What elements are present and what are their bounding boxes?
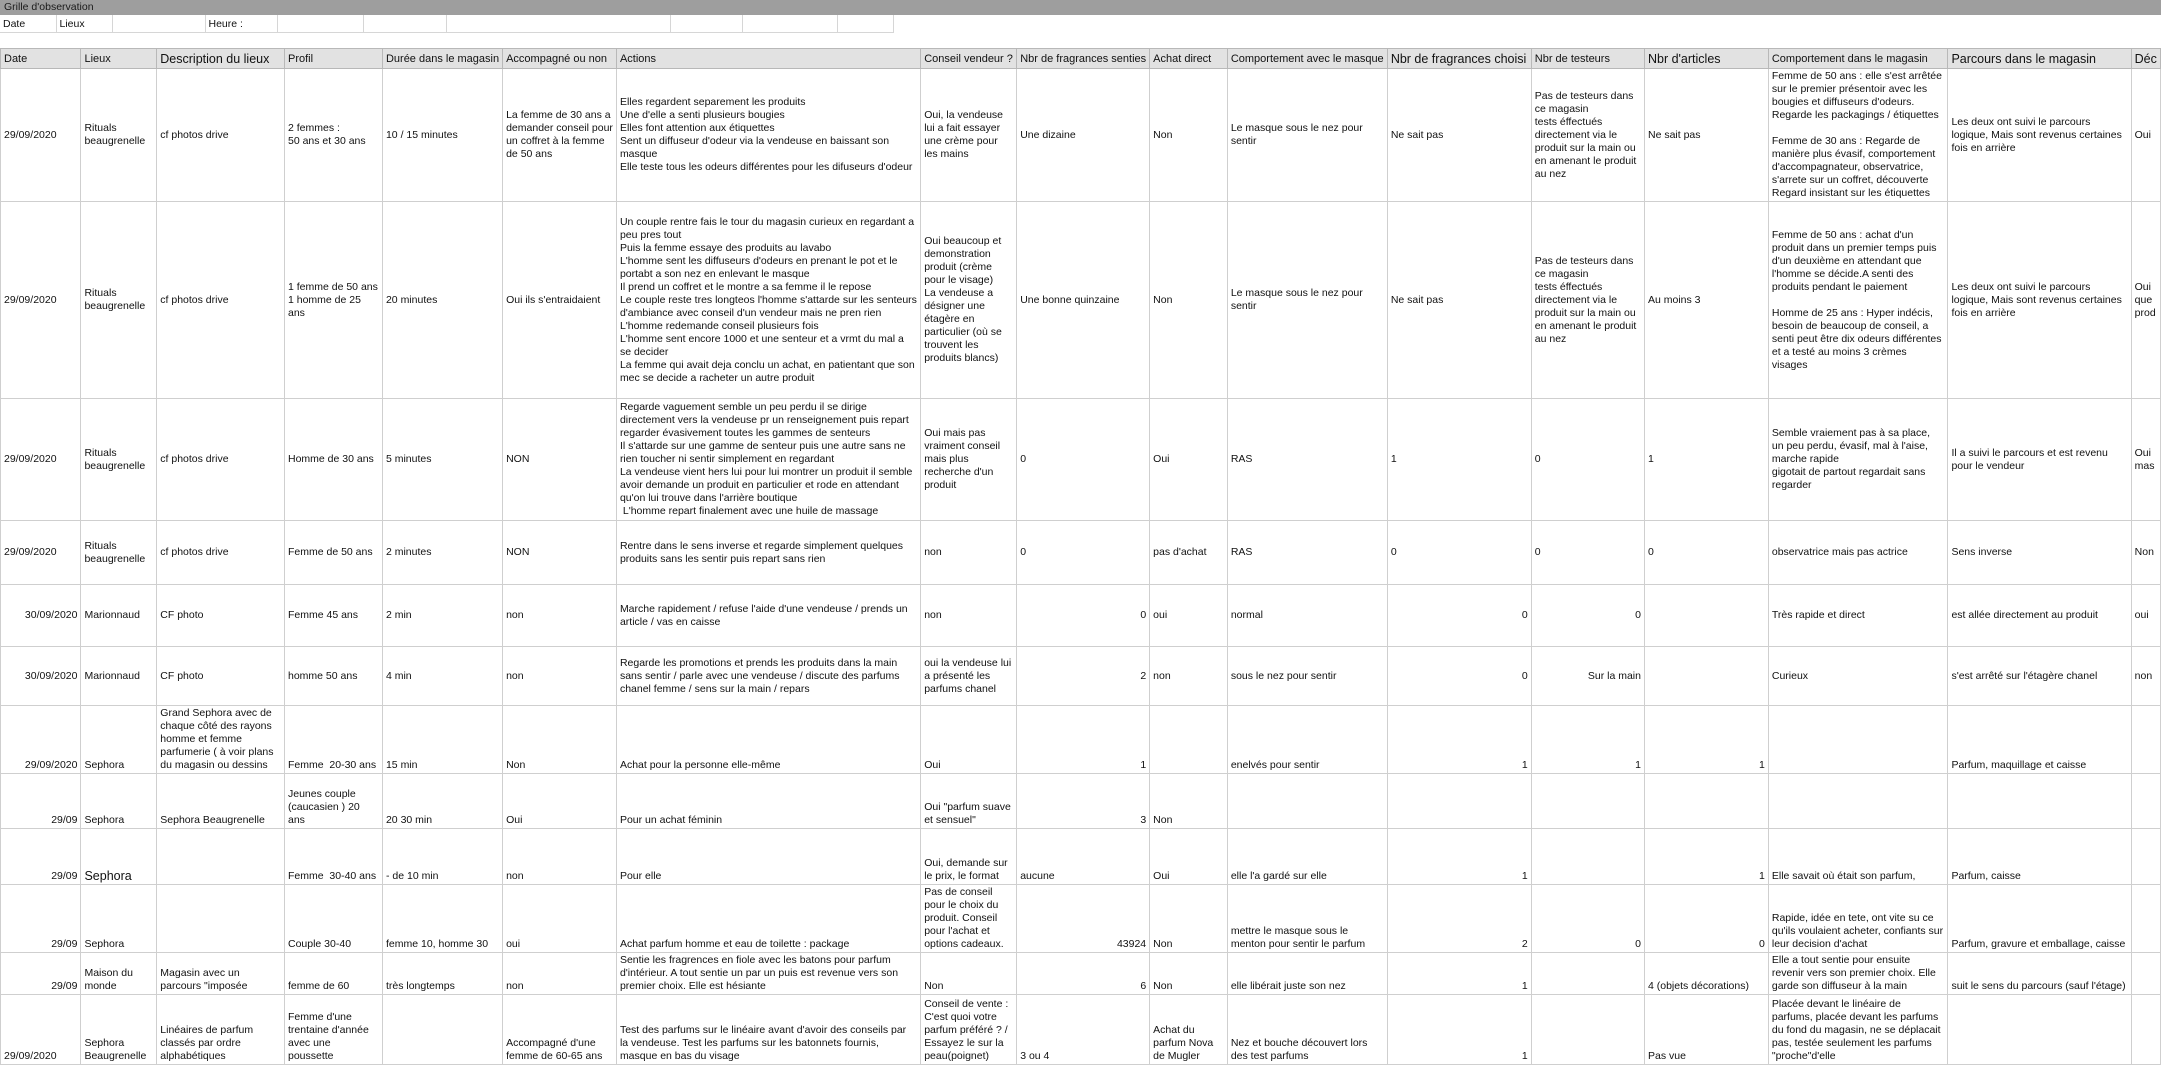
cell-comportement[interactable]: Elle a tout sentie pour ensuite revenir vers son premier choix. Elle garde son diffuseur à la main bbox=[1768, 953, 1948, 995]
cell-profil[interactable]: Femme 20-30 ans bbox=[284, 706, 382, 774]
meta-cell[interactable] bbox=[742, 15, 837, 33]
cell-profil[interactable]: Homme de 30 ans bbox=[284, 399, 382, 521]
header-dec[interactable]: Déc bbox=[2131, 49, 2160, 69]
meta-cell[interactable] bbox=[112, 15, 205, 33]
cell-achat[interactable]: Achat du parfum Nova de Mugler bbox=[1150, 995, 1228, 1065]
meta-cell[interactable] bbox=[363, 15, 446, 33]
cell-duree[interactable]: femme 10, homme 30 bbox=[382, 885, 502, 953]
table-row bbox=[1, 399, 2161, 521]
cell-nbr-testeurs[interactable]: Pas de testeurs dans ce magasin tests éffectués directement via le produit sur la main ou en amenant le produit au nez bbox=[1531, 202, 1644, 399]
cell-profil[interactable]: Femme 30-40 ans bbox=[284, 829, 382, 885]
cell-duree[interactable]: 10 / 15 minutes bbox=[382, 69, 502, 202]
meta-date-label[interactable]: Date bbox=[0, 15, 56, 33]
header-date[interactable]: Date bbox=[1, 49, 81, 69]
cell-profil[interactable]: Femme 45 ans bbox=[284, 585, 382, 647]
cell-parcours[interactable] bbox=[1948, 995, 2131, 1065]
cell-masque[interactable]: sous le nez pour sentir bbox=[1227, 647, 1387, 706]
cell-comportement[interactable]: observatrice mais pas actrice bbox=[1768, 521, 1948, 585]
cell-parcours[interactable]: Les deux ont suivi le parcours logique, Mais sont revenus certaines fois en arrière bbox=[1948, 69, 2131, 202]
cell-duree[interactable]: 2 minutes bbox=[382, 521, 502, 585]
cell-lieux[interactable]: Sephora Beaugrenelle bbox=[81, 995, 157, 1065]
cell-lieux[interactable]: Rituals beaugrenelle bbox=[81, 521, 157, 585]
cell-conseil[interactable]: non bbox=[921, 585, 1017, 647]
cell-nbr-articles[interactable] bbox=[1644, 647, 1768, 706]
cell-date[interactable]: 29/09 bbox=[1, 885, 81, 953]
cell-nbr-testeurs[interactable] bbox=[1531, 953, 1644, 995]
cell-lieux[interactable]: Sephora bbox=[81, 706, 157, 774]
cell-achat[interactable]: Oui bbox=[1150, 399, 1228, 521]
cell-conseil[interactable]: Conseil de vente : C'est quoi votre parfum préféré ? / Essayez le sur la peau(poignet) bbox=[921, 995, 1017, 1065]
cell-nbr-articles[interactable] bbox=[1644, 774, 1768, 829]
cell-comportement[interactable]: Rapide, idée en tete, ont vite su ce qu'ils voulaient acheter, confiants sur leur decision d'achat bbox=[1768, 885, 1948, 953]
cell-conseil[interactable]: Oui bbox=[921, 706, 1017, 774]
cell-accompagne[interactable]: NON bbox=[503, 521, 617, 585]
cell-lieux[interactable]: Rituals beaugrenelle bbox=[81, 399, 157, 521]
cell-date[interactable]: 30/09/2020 bbox=[1, 647, 81, 706]
cell-actions[interactable]: Achat pour la personne elle-même bbox=[616, 706, 920, 774]
cell-nbr-choisi[interactable]: 1 bbox=[1387, 953, 1531, 995]
cell-masque[interactable]: RAS bbox=[1227, 399, 1387, 521]
header-parcours[interactable]: Parcours dans le magasin bbox=[1948, 49, 2131, 69]
cell-achat[interactable]: oui bbox=[1150, 585, 1228, 647]
header-actions[interactable]: Actions bbox=[616, 49, 920, 69]
cell-actions[interactable]: Marche rapidement / refuse l'aide d'une vendeuse / prends un article / vas en caisse bbox=[616, 585, 920, 647]
cell-accompagne[interactable]: Non bbox=[503, 706, 617, 774]
cell-actions[interactable]: Achat parfum homme et eau de toilette : package bbox=[616, 885, 920, 953]
cell-date[interactable]: 29/09 bbox=[1, 953, 81, 995]
cell-description[interactable] bbox=[157, 885, 285, 953]
cell-conseil[interactable]: Pas de conseil pour le choix du produit. Conseil pour l'achat et options cadeaux. bbox=[921, 885, 1017, 953]
header-conseil[interactable]: Conseil vendeur ? bbox=[921, 49, 1017, 69]
cell-description[interactable]: Grand Sephora avec de chaque côté des rayons homme et femme parfumerie ( à voir plans du magasin ou dessins bbox=[157, 706, 285, 774]
cell-actions[interactable]: Pour elle bbox=[616, 829, 920, 885]
cell-nbr-choisi[interactable]: Ne sait pas bbox=[1387, 202, 1531, 399]
cell-comportement[interactable]: Femme de 50 ans : achat d'un produit dans un premier temps puis d'un deuxième en attendant que l'homme se décide.A senti des produits pendant le paiement Homme de 25 ans : Hyper indécis, besoin de beaucoup de conseil, a senti peut être dix odeurs différentes et a testé au moins 3 crèmes visages bbox=[1768, 202, 1948, 399]
cell-nbr-senties[interactable]: 1 bbox=[1017, 706, 1150, 774]
cell-nbr-choisi[interactable]: 1 bbox=[1387, 995, 1531, 1065]
cell-nbr-articles[interactable]: 1 bbox=[1644, 829, 1768, 885]
cell-duree[interactable]: 5 minutes bbox=[382, 399, 502, 521]
cell-achat[interactable]: Non bbox=[1150, 953, 1228, 995]
cell-dec[interactable]: Oui bbox=[2131, 69, 2160, 202]
header-nbr-choisi[interactable]: Nbr de fragrances choisi bbox=[1387, 49, 1531, 69]
cell-comportement[interactable] bbox=[1768, 706, 1948, 774]
cell-nbr-testeurs[interactable] bbox=[1531, 829, 1644, 885]
header-nbr-testeurs[interactable]: Nbr de testeurs bbox=[1531, 49, 1644, 69]
cell-comportement[interactable]: Placée devant le linéaire de parfums, placée devant les parfums du fond du magasin, ne se déplacait pas, testée seulement les parfums "proche"d'elle bbox=[1768, 995, 1948, 1065]
cell-nbr-articles[interactable]: Au moins 3 bbox=[1644, 202, 1768, 399]
cell-date[interactable]: 29/09/2020 bbox=[1, 69, 81, 202]
cell-accompagne[interactable]: NON bbox=[503, 399, 617, 521]
header-duree[interactable]: Durée dans le magasin bbox=[382, 49, 502, 69]
cell-date[interactable]: 29/09/2020 bbox=[1, 521, 81, 585]
cell-nbr-choisi[interactable]: 0 bbox=[1387, 521, 1531, 585]
header-achat[interactable]: Achat direct bbox=[1150, 49, 1228, 69]
meta-cell[interactable] bbox=[837, 15, 893, 33]
cell-achat[interactable]: Non bbox=[1150, 69, 1228, 202]
table-row bbox=[1, 885, 2161, 953]
observation-table bbox=[0, 48, 2161, 1065]
meta-cell[interactable] bbox=[446, 15, 670, 33]
table-row bbox=[1, 647, 2161, 706]
meta-table bbox=[0, 15, 894, 33]
cell-actions[interactable]: Regarde vaguement semble un peu perdu il se dirige directement vers la vendeuse pr un renseignement puis repart regarder évasivement toutes les gammes de senteurs Il s'attarde sur une gamme de senteur puis une autre sans ne rien toucher ni sentir simplement en regardant La vendeuse vient hers lui pour lui montrer un produit il semble avoir demande un produit en particulier et rode en attendant qu'on lui trouve dans l'arrière boutique L'homme repart finalement avec une huile de massage bbox=[616, 399, 920, 521]
cell-nbr-senties[interactable]: 0 bbox=[1017, 399, 1150, 521]
cell-profil[interactable]: 1 femme de 50 ans 1 homme de 25 ans bbox=[284, 202, 382, 399]
cell-dec[interactable]: oui bbox=[2131, 585, 2160, 647]
cell-conseil[interactable]: Oui, la vendeuse lui a fait essayer une crème pour les mains bbox=[921, 69, 1017, 202]
cell-profil[interactable]: femme de 60 bbox=[284, 953, 382, 995]
header-nbr-senties[interactable]: Nbr de fragrances senties bbox=[1017, 49, 1150, 69]
cell-nbr-articles[interactable]: 1 bbox=[1644, 399, 1768, 521]
cell-actions[interactable]: Regarde les promotions et prends les produits dans la main sans sentir / parle avec une vendeuse / discute des parfums chanel femme / sens sur la main / repars bbox=[616, 647, 920, 706]
cell-nbr-articles[interactable]: 4 (objets décorations) bbox=[1644, 953, 1768, 995]
cell-conseil[interactable]: Oui mais pas vraiment conseil mais plus recherche d'un produit bbox=[921, 399, 1017, 521]
cell-conseil[interactable]: Oui "parfum suave et sensuel" bbox=[921, 774, 1017, 829]
cell-accompagne[interactable]: non bbox=[503, 647, 617, 706]
cell-dec[interactable]: Oui mas bbox=[2131, 399, 2160, 521]
cell-description[interactable]: Magasin avec un parcours "imposée bbox=[157, 953, 285, 995]
cell-duree[interactable]: 20 30 min bbox=[382, 774, 502, 829]
cell-nbr-senties[interactable]: Une dizaine bbox=[1017, 69, 1150, 202]
cell-parcours[interactable]: suit le sens du parcours (sauf l'étage) bbox=[1948, 953, 2131, 995]
cell-description[interactable]: cf photos drive bbox=[157, 399, 285, 521]
cell-nbr-testeurs[interactable]: 0 bbox=[1531, 521, 1644, 585]
cell-achat[interactable]: Non bbox=[1150, 885, 1228, 953]
cell-dec[interactable] bbox=[2131, 774, 2160, 829]
cell-nbr-testeurs[interactable]: 0 bbox=[1531, 585, 1644, 647]
cell-profil[interactable]: Couple 30-40 bbox=[284, 885, 382, 953]
meta-heure-label[interactable]: Heure : bbox=[205, 15, 277, 33]
cell-parcours[interactable]: Sens inverse bbox=[1948, 521, 2131, 585]
cell-achat[interactable]: Non bbox=[1150, 774, 1228, 829]
header-row bbox=[1, 49, 2161, 69]
cell-achat[interactable]: non bbox=[1150, 647, 1228, 706]
cell-accompagne[interactable]: oui bbox=[503, 885, 617, 953]
cell-parcours[interactable]: Parfum, gravure et emballage, caisse bbox=[1948, 885, 2131, 953]
cell-nbr-testeurs[interactable]: 0 bbox=[1531, 885, 1644, 953]
table-row bbox=[1, 774, 2161, 829]
header-comportement[interactable]: Comportement dans le magasin bbox=[1768, 49, 1948, 69]
table-row bbox=[1, 521, 2161, 585]
cell-description[interactable]: cf photos drive bbox=[157, 521, 285, 585]
cell-nbr-choisi[interactable]: Ne sait pas bbox=[1387, 69, 1531, 202]
cell-profil[interactable]: homme 50 ans bbox=[284, 647, 382, 706]
cell-parcours[interactable]: Les deux ont suivi le parcours logique, Mais sont revenus certaines fois en arrière bbox=[1948, 202, 2131, 399]
cell-actions[interactable]: Test des parfums sur le linéaire avant d'avoir des conseils par la vendeuse. Test les parfums sur les batonnets fournis, masque en bas du visage bbox=[616, 995, 920, 1065]
sheet-title: Grille d'observation bbox=[4, 1, 94, 13]
cell-accompagne[interactable]: non bbox=[503, 585, 617, 647]
sheet-title-bar bbox=[0, 0, 2161, 15]
cell-date[interactable]: 29/09/2020 bbox=[1, 995, 81, 1065]
cell-dec[interactable] bbox=[2131, 995, 2160, 1065]
table-row bbox=[1, 69, 2161, 202]
cell-dec[interactable] bbox=[2131, 953, 2160, 995]
cell-nbr-choisi[interactable]: 1 bbox=[1387, 399, 1531, 521]
cell-nbr-testeurs[interactable]: Sur la main bbox=[1531, 647, 1644, 706]
cell-nbr-articles[interactable]: 1 bbox=[1644, 706, 1768, 774]
header-profil[interactable]: Profil bbox=[284, 49, 382, 69]
cell-nbr-senties[interactable]: 2 bbox=[1017, 647, 1150, 706]
cell-conseil[interactable]: non bbox=[921, 521, 1017, 585]
cell-masque[interactable]: elle l'a gardé sur elle bbox=[1227, 829, 1387, 885]
cell-nbr-senties[interactable]: 0 bbox=[1017, 521, 1150, 585]
cell-conseil[interactable]: Oui beaucoup et demonstration produit (crème pour le visage) La vendeuse a désigner une étagère en particulier (où se trouvent les produits blancs) bbox=[921, 202, 1017, 399]
cell-nbr-senties[interactable]: 3 bbox=[1017, 774, 1150, 829]
cell-nbr-choisi[interactable] bbox=[1387, 774, 1531, 829]
cell-accompagne[interactable]: non bbox=[503, 953, 617, 995]
cell-nbr-choisi[interactable]: 0 bbox=[1387, 585, 1531, 647]
cell-masque[interactable]: mettre le masque sous le menton pour sentir le parfum bbox=[1227, 885, 1387, 953]
table-row bbox=[1, 706, 2161, 774]
meta-cell[interactable] bbox=[670, 15, 742, 33]
cell-comportement[interactable] bbox=[1768, 774, 1948, 829]
cell-accompagne[interactable]: non bbox=[503, 829, 617, 885]
cell-parcours[interactable]: s'est arrêté sur l'étagère chanel bbox=[1948, 647, 2131, 706]
cell-duree[interactable]: 20 minutes bbox=[382, 202, 502, 399]
cell-lieux[interactable]: Sephora bbox=[81, 774, 157, 829]
meta-cell[interactable] bbox=[277, 15, 363, 33]
cell-comportement[interactable]: Très rapide et direct bbox=[1768, 585, 1948, 647]
cell-nbr-choisi[interactable]: 0 bbox=[1387, 647, 1531, 706]
cell-nbr-choisi[interactable]: 1 bbox=[1387, 706, 1531, 774]
cell-duree[interactable]: 4 min bbox=[382, 647, 502, 706]
cell-nbr-choisi[interactable]: 2 bbox=[1387, 885, 1531, 953]
cell-achat[interactable] bbox=[1150, 706, 1228, 774]
cell-parcours[interactable]: Parfum, caisse bbox=[1948, 829, 2131, 885]
cell-description[interactable]: Linéaires de parfum classés par ordre alphabétiques bbox=[157, 995, 285, 1065]
header-nbr-articles[interactable]: Nbr d'articles bbox=[1644, 49, 1768, 69]
cell-nbr-senties[interactable]: Une bonne quinzaine bbox=[1017, 202, 1150, 399]
cell-conseil[interactable]: oui la vendeuse lui a présenté les parfums chanel bbox=[921, 647, 1017, 706]
cell-achat[interactable]: pas d'achat bbox=[1150, 521, 1228, 585]
cell-lieux[interactable]: Rituals beaugrenelle bbox=[81, 69, 157, 202]
cell-nbr-articles[interactable]: 0 bbox=[1644, 521, 1768, 585]
cell-masque[interactable]: RAS bbox=[1227, 521, 1387, 585]
cell-date[interactable]: 29/09 bbox=[1, 829, 81, 885]
cell-lieux[interactable]: Marionnaud bbox=[81, 585, 157, 647]
cell-nbr-senties[interactable]: 6 bbox=[1017, 953, 1150, 995]
header-accompagne[interactable]: Accompagné ou non bbox=[503, 49, 617, 69]
cell-date[interactable]: 29/09 bbox=[1, 774, 81, 829]
cell-lieux[interactable]: Marionnaud bbox=[81, 647, 157, 706]
cell-masque[interactable] bbox=[1227, 774, 1387, 829]
cell-nbr-testeurs[interactable] bbox=[1531, 774, 1644, 829]
cell-nbr-senties[interactable]: aucune bbox=[1017, 829, 1150, 885]
header-description[interactable]: Description du lieux bbox=[157, 49, 285, 69]
cell-duree[interactable]: 2 min bbox=[382, 585, 502, 647]
cell-achat[interactable]: Oui bbox=[1150, 829, 1228, 885]
cell-nbr-senties[interactable]: 0 bbox=[1017, 585, 1150, 647]
cell-date[interactable]: 29/09/2020 bbox=[1, 202, 81, 399]
cell-nbr-choisi[interactable]: 1 bbox=[1387, 829, 1531, 885]
cell-lieux[interactable]: Sephora bbox=[81, 829, 157, 885]
cell-profil[interactable]: 2 femmes : 50 ans et 30 ans bbox=[284, 69, 382, 202]
cell-accompagne[interactable]: Oui ils s'entraidaient bbox=[503, 202, 617, 399]
cell-nbr-articles[interactable]: Ne sait pas bbox=[1644, 69, 1768, 202]
table-row bbox=[1, 995, 2161, 1065]
cell-nbr-senties[interactable]: 43924 bbox=[1017, 885, 1150, 953]
cell-nbr-senties[interactable]: 3 ou 4 bbox=[1017, 995, 1150, 1065]
cell-date[interactable]: 30/09/2020 bbox=[1, 585, 81, 647]
cell-conseil[interactable]: Non bbox=[921, 953, 1017, 995]
cell-description[interactable]: cf photos drive bbox=[157, 69, 285, 202]
cell-parcours[interactable] bbox=[1948, 774, 2131, 829]
cell-achat[interactable]: Non bbox=[1150, 202, 1228, 399]
cell-lieux[interactable]: Sephora bbox=[81, 885, 157, 953]
cell-description[interactable]: CF photo bbox=[157, 585, 285, 647]
cell-nbr-testeurs[interactable]: 0 bbox=[1531, 399, 1644, 521]
cell-description[interactable]: Sephora Beaugrenelle bbox=[157, 774, 285, 829]
cell-profil[interactable]: Jeunes couple (caucasien ) 20 ans bbox=[284, 774, 382, 829]
cell-dec[interactable] bbox=[2131, 706, 2160, 774]
cell-nbr-testeurs[interactable]: 1 bbox=[1531, 706, 1644, 774]
cell-date[interactable]: 29/09/2020 bbox=[1, 399, 81, 521]
cell-duree[interactable]: très longtemps bbox=[382, 953, 502, 995]
cell-duree[interactable] bbox=[382, 995, 502, 1065]
cell-date[interactable]: 29/09/2020 bbox=[1, 706, 81, 774]
cell-actions[interactable]: Un couple rentre fais le tour du magasin curieux en regardant a peu pres tout Puis la femme essaye des produits au lavabo L'homme sent les diffuseurs d'odeurs en prenant le pot et le portabt a son nez en enlevant le masque Il prend un coffret et le montre a sa femme il le repose Le couple reste tres longteos l'homme s'attarde sur les senteurs d'ambiance avec conseil d'un vendeur mais ne pren rien L'homme redemande conseil plusieurs fois L'homme sent encore 1000 et une senteur et a vrmt du mal a se decider La femme qui avait deja conclu un achat, en patientant que son mec se decide a racheter un autre produit bbox=[616, 202, 920, 399]
table-row bbox=[1, 829, 2161, 885]
header-masque[interactable]: Comportement avec le masque bbox=[1227, 49, 1387, 69]
cell-parcours[interactable]: Parfum, maquillage et caisse bbox=[1948, 706, 2131, 774]
cell-description[interactable]: CF photo bbox=[157, 647, 285, 706]
cell-description[interactable] bbox=[157, 829, 285, 885]
cell-parcours[interactable]: est allée directement au produit bbox=[1948, 585, 2131, 647]
cell-dec[interactable]: Non bbox=[2131, 521, 2160, 585]
cell-masque[interactable]: normal bbox=[1227, 585, 1387, 647]
cell-actions[interactable]: Rentre dans le sens inverse et regarde simplement quelques produits sans les sentir puis repart sans rien bbox=[616, 521, 920, 585]
cell-nbr-articles[interactable]: Pas vue bbox=[1644, 995, 1768, 1065]
cell-nbr-articles[interactable] bbox=[1644, 585, 1768, 647]
cell-duree[interactable]: - de 10 min bbox=[382, 829, 502, 885]
cell-dec[interactable] bbox=[2131, 829, 2160, 885]
cell-accompagne[interactable]: Oui bbox=[503, 774, 617, 829]
cell-nbr-testeurs[interactable] bbox=[1531, 995, 1644, 1065]
cell-masque[interactable]: Le masque sous le nez pour sentir bbox=[1227, 202, 1387, 399]
cell-duree[interactable]: 15 min bbox=[382, 706, 502, 774]
cell-masque[interactable]: enelvés pour sentir bbox=[1227, 706, 1387, 774]
cell-lieux[interactable]: Maison du monde bbox=[81, 953, 157, 995]
meta-lieux-label[interactable]: Lieux bbox=[56, 15, 112, 33]
cell-parcours[interactable]: Il a suivi le parcours et est revenu pour le vendeur bbox=[1948, 399, 2131, 521]
cell-lieux[interactable]: Rituals beaugrenelle bbox=[81, 202, 157, 399]
cell-profil[interactable]: Femme de 50 ans bbox=[284, 521, 382, 585]
cell-dec[interactable]: non bbox=[2131, 647, 2160, 706]
cell-dec[interactable] bbox=[2131, 885, 2160, 953]
cell-dec[interactable]: Oui que prod bbox=[2131, 202, 2160, 399]
cell-accompagne[interactable]: Accompagné d'une femme de 60-65 ans bbox=[503, 995, 617, 1065]
cell-profil[interactable]: Femme d'une trentaine d'année avec une poussette bbox=[284, 995, 382, 1065]
cell-masque[interactable]: Le masque sous le nez pour sentir bbox=[1227, 69, 1387, 202]
cell-nbr-articles[interactable]: 0 bbox=[1644, 885, 1768, 953]
cell-masque[interactable]: Nez et bouche découvert lors des test parfums bbox=[1227, 995, 1387, 1065]
cell-actions[interactable]: Sentie les fragrences en fiole avec les batons pour parfum d'intérieur. A tout sentie un par un puis est revenue vers son premier choix. Elle est hésiante bbox=[616, 953, 920, 995]
cell-accompagne[interactable]: La femme de 30 ans a demander conseil pour un coffret à la femme de 50 ans bbox=[503, 69, 617, 202]
header-lieux[interactable]: Lieux bbox=[81, 49, 157, 69]
cell-masque[interactable]: elle libérait juste son nez bbox=[1227, 953, 1387, 995]
cell-actions[interactable]: Pour un achat féminin bbox=[616, 774, 920, 829]
cell-conseil[interactable]: Oui, demande sur le prix, le format bbox=[921, 829, 1017, 885]
cell-comportement[interactable]: Elle savait où était son parfum, bbox=[1768, 829, 1948, 885]
cell-actions[interactable]: Elles regardent separement les produits Une d'elle a senti plusieurs bougies Elles font attention aux étiquettes Sent un diffuseur d'odeur via la vendeuse en baissant son masque Elle teste tous les odeurs différentes pour les difuseurs d'odeur bbox=[616, 69, 920, 202]
table-row bbox=[1, 202, 2161, 399]
cell-nbr-testeurs[interactable]: Pas de testeurs dans ce magasin tests éffectués directement via le produit sur la main ou en amenant le produit au nez bbox=[1531, 69, 1644, 202]
table-row bbox=[1, 953, 2161, 995]
cell-comportement[interactable]: Semble vraiement pas à sa place, un peu perdu, évasif, mal à l'aise, marche rapide gigotait de partout regardait sans regarder bbox=[1768, 399, 1948, 521]
cell-description[interactable]: cf photos drive bbox=[157, 202, 285, 399]
cell-comportement[interactable]: Curieux bbox=[1768, 647, 1948, 706]
table-row bbox=[1, 585, 2161, 647]
cell-comportement[interactable]: Femme de 50 ans : elle s'est arrêtée sur le premier présentoir avec les bougies et diffuseurs d'odeurs. Regarde les packagings / étiquettes Femme de 30 ans : Regarde de manière plus évasif, comportement d'accompagnateur, observatrice, s'arrete sur un coffret, découverte Regard insistant sur les étiquettes bbox=[1768, 69, 1948, 202]
